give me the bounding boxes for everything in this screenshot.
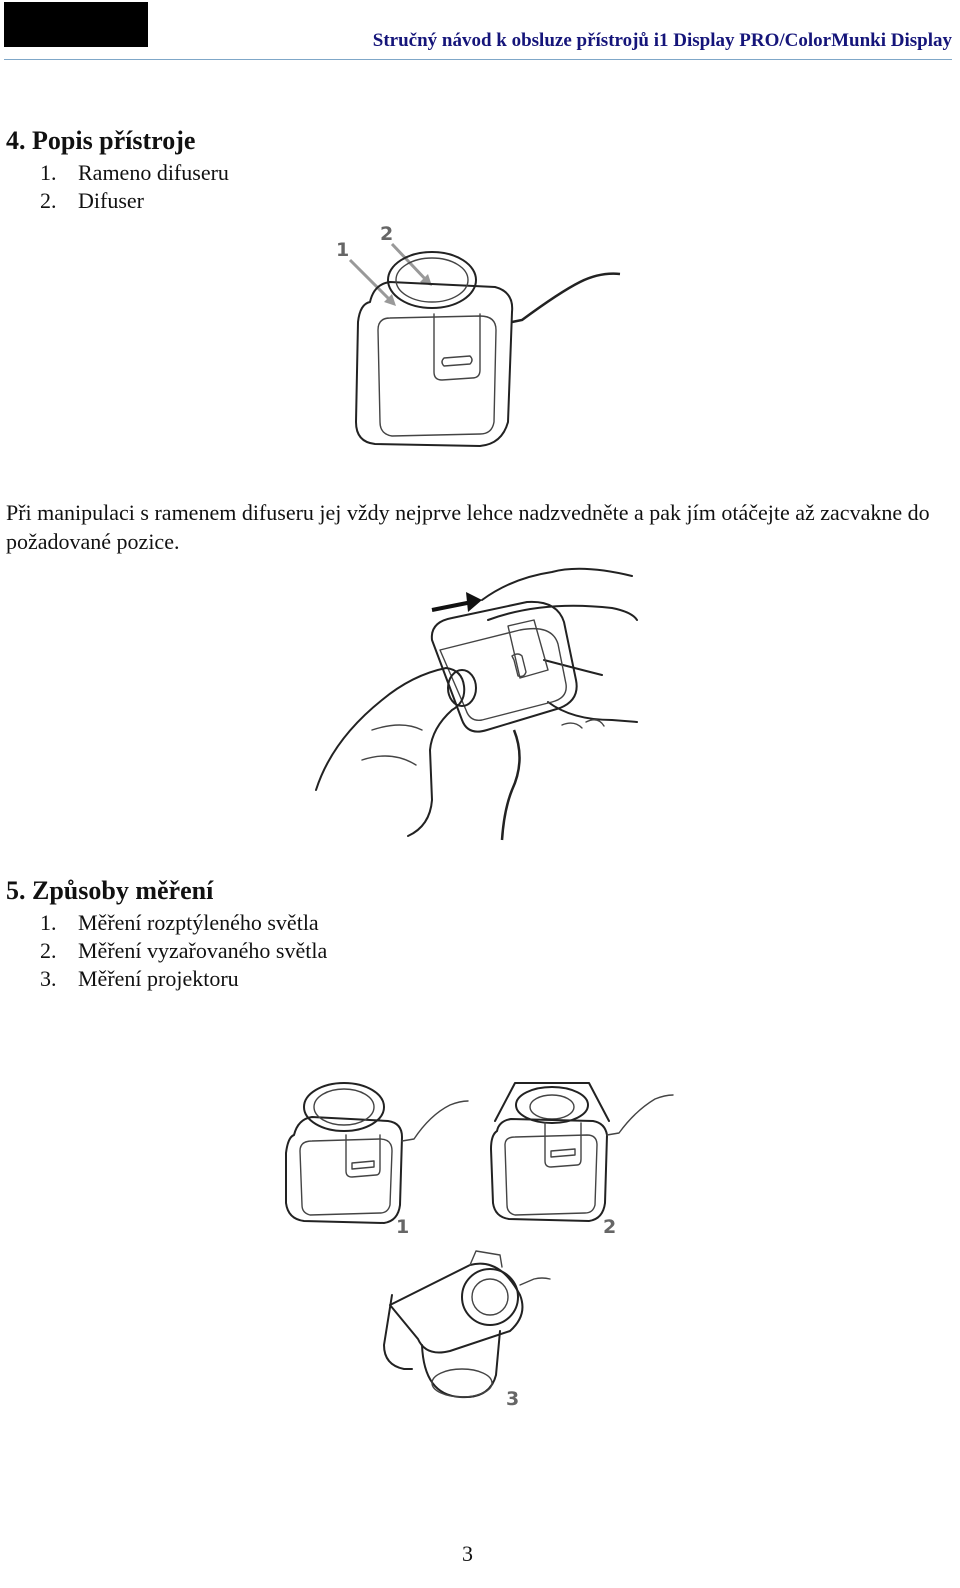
section-heading-measurement-modes: 5. Způsoby měření xyxy=(6,876,214,905)
callout-1: 1 xyxy=(336,239,350,261)
page-number: 3 xyxy=(462,1541,473,1566)
list-item: 2. Měření vyzařovaného světla xyxy=(40,938,328,963)
device-parts-list xyxy=(40,159,229,215)
ambient-mode-illustration xyxy=(280,1075,470,1238)
logo-block xyxy=(4,2,148,47)
header-title: Stručný návod k obsluze přístrojů i1 Display PRO/ColorMunki Display xyxy=(372,30,952,51)
list-item: 1. Měření rozptýleného světla xyxy=(40,910,319,935)
projector-mode-illustration xyxy=(370,1245,550,1410)
callout-2: 2 xyxy=(380,223,394,245)
callout-mode-3: 3 xyxy=(506,1388,520,1410)
list-item: 2. Difuser xyxy=(40,188,144,213)
list-item: 3. Měření projektoru xyxy=(40,966,239,991)
list-item: 1. Rameno difuseru xyxy=(40,160,229,185)
emissive-mode-illustration xyxy=(485,1075,675,1238)
measurement-modes-list xyxy=(40,909,327,993)
handling-instructions-paragraph: Při manipulaci s ramenem difuseru jej vždy nejprve lehce nadzvedněte a pak jím otáčejte až zacvakne do požadované pozice. xyxy=(6,500,930,554)
header-divider xyxy=(4,59,952,60)
section-heading-device-description: 4. Popis přístroje xyxy=(6,126,196,155)
callout-mode-2: 2 xyxy=(603,1216,617,1238)
device-illustration xyxy=(330,222,630,457)
callout-mode-1: 1 xyxy=(396,1216,410,1238)
hands-rotating-diffuser-illustration xyxy=(312,560,642,840)
